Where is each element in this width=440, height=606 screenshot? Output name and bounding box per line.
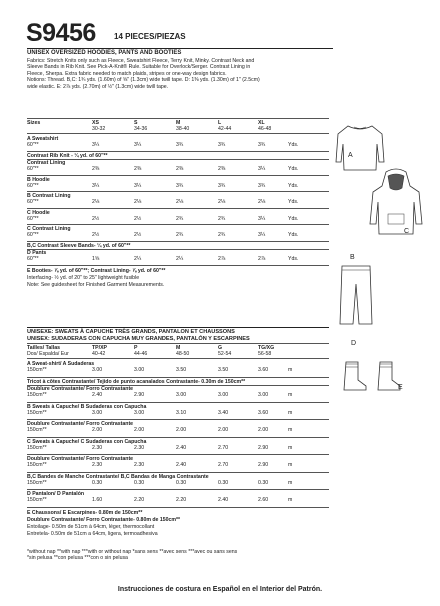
table-cell: 2.20 <box>176 497 187 503</box>
column-subheader: 44-46 <box>134 351 148 357</box>
unit-label: m <box>288 462 293 468</box>
table-cell: 3.00 <box>176 392 187 398</box>
table-cell: 3¼ <box>134 142 142 148</box>
table-divider <box>27 224 329 225</box>
unit-label: Yds. <box>288 166 299 172</box>
table-cell: 2.30 <box>92 444 103 451</box>
table-cell: 3.00 <box>92 409 103 416</box>
table-cell: 2⅛ <box>258 199 266 205</box>
row-label: Contrast Lining <box>27 160 66 166</box>
column-header: Tailles/ Tallas <box>27 345 60 351</box>
row-label: A Sweat-shirt/ A Sudaderas <box>27 361 95 367</box>
row-label: B Hoodie <box>27 176 50 183</box>
column-header: L <box>218 120 222 126</box>
table-cell: 0.30 <box>218 479 229 486</box>
unit-label: Yds. <box>288 215 299 222</box>
table-divider <box>27 241 329 242</box>
column-subheader: 48-50 <box>176 351 190 357</box>
table-cell: 2⅛ <box>218 199 226 205</box>
table-cell: 3¾ <box>218 142 226 148</box>
table-cell: 0.30 <box>258 479 269 486</box>
table-divider <box>27 208 329 209</box>
note-line: Doublure Contrastante/ Forro Contrastante- 0.80m de 150cm** <box>27 516 181 523</box>
column-header: TP/XP <box>92 345 107 351</box>
column-header: G <box>218 345 223 351</box>
table-cell: 2.90 <box>258 462 269 468</box>
column-subheader: 34-36 <box>134 126 148 132</box>
table-divider <box>27 454 329 455</box>
note-line: Entoilage- 0.50m de 51cm à 64cm, léger, thermocollant <box>27 523 155 530</box>
row-label: B Contrast Lining <box>27 193 71 199</box>
table-divider <box>27 191 329 192</box>
row-label: Contrast Rib Knit - ¼ yd. of 60"** <box>27 152 108 159</box>
table-cell: 2⅜ <box>176 166 184 172</box>
row-fabric-width: 150cm** <box>27 392 47 398</box>
column-subheader: 30-32 <box>92 126 106 132</box>
row-label: D Pants <box>27 250 47 256</box>
table-cell: 2.30 <box>92 462 103 468</box>
table-divider <box>27 159 329 160</box>
row-label: Doublure Contrastante/ Forro Contrastante <box>27 456 134 462</box>
note-line: E Booties- ⅞ yd. of 60"**; Contrast Lining- ⅞ yd. of 60"** <box>27 267 166 274</box>
table-cell: 2¾ <box>176 215 184 222</box>
row-label: Doublure Contrastante/ Forro Contrastante <box>27 421 134 427</box>
hoodie-illustration <box>366 168 426 240</box>
row-label: C Contrast Lining <box>27 226 71 232</box>
table-cell: 3¼ <box>92 142 100 148</box>
table-cell: 3.00 <box>134 409 145 416</box>
fabrics-line: Notions: Thread. B,C: 1¾ yds. (1.60m) of ⅝" (1.3cm) wide twill tape. D: 1⅜ yds. (1.30m) of 1" (2.5cm) <box>27 77 260 84</box>
pants-illustration <box>336 262 376 328</box>
table-cell: 2.70 <box>218 444 229 451</box>
row-fabric-width: 60"** <box>27 256 39 262</box>
table-cell: 2.70 <box>218 462 229 468</box>
column-subheader: 52-54 <box>218 351 232 357</box>
row-label: C Sweats à Capuche/ C Sudaderas con Capucha <box>27 438 147 445</box>
table-cell: 3.00 <box>258 392 269 398</box>
table-cell: 3.10 <box>176 409 187 416</box>
table-cell: 2⅛ <box>92 199 100 205</box>
table-cell: 3¾ <box>218 182 226 189</box>
table-cell: 2½ <box>92 232 100 238</box>
figure-label-c: C <box>404 228 410 235</box>
nap-legend <box>27 549 237 562</box>
column-subheader: 40-42 <box>92 351 106 357</box>
table-cell: 3.00 <box>92 367 103 373</box>
table-cell: 3.40 <box>218 409 229 416</box>
table-divider <box>27 377 329 378</box>
row-fabric-width: 60"** <box>27 215 39 222</box>
table-cell: 3.00 <box>134 367 145 373</box>
spanish-title <box>27 329 250 343</box>
note-line: Note: See guidesheet for Finished Garment Measurements. <box>27 281 165 288</box>
sweatshirt-illustration <box>330 120 390 174</box>
table-cell: 2½ <box>92 215 100 222</box>
column-subheader: 56-58 <box>258 351 272 357</box>
table-cell: 3¾ <box>258 142 266 148</box>
table-divider <box>27 402 329 403</box>
row-fabric-width: 150cm** <box>27 427 47 433</box>
row-fabric-width: 150cm** <box>27 367 47 373</box>
table-cell: 0.30 <box>176 479 187 486</box>
column-header: TG/XG <box>258 345 275 351</box>
table-cell: 2⅜ <box>218 166 226 172</box>
table-cell: 3¼ <box>92 182 100 189</box>
table-cell: 2⅜ <box>92 166 100 172</box>
unit-label: m <box>288 367 293 373</box>
table-divider <box>27 265 329 266</box>
row-fabric-width: 60"** <box>27 199 39 205</box>
unit-label: Yds. <box>288 199 299 205</box>
table-divider <box>27 489 329 490</box>
spanish-title-line: UNISEXE: SWEATS À CAPUCHE TRÈS GRANDS, PANTALON ET CHAUSSONS <box>27 329 235 335</box>
table-cell: 2.40 <box>176 444 187 451</box>
table-cell: 2¼ <box>134 256 142 262</box>
table-cell: 2.40 <box>218 497 229 503</box>
note-line: Interfacing- ½ yd. of 20" to 25" lightweight fusible <box>27 274 140 281</box>
column-header: XS <box>92 120 99 126</box>
fabrics-line: Sleeve Bands in Rib Knit. See Pick-A-Knit® Rule. Suitable for Overlock/Serger. Contrast Lining in <box>27 64 251 71</box>
unit-label: m <box>288 427 293 433</box>
table-divider <box>27 507 329 508</box>
table-cell: 2⅜ <box>134 166 142 172</box>
table-cell: 2½ <box>134 232 142 238</box>
column-subheader: 46-48 <box>258 126 272 132</box>
unit-label: m <box>288 444 293 451</box>
table-divider <box>27 472 329 473</box>
table-cell: 2⅛ <box>176 199 184 205</box>
table-cell: 2.40 <box>92 392 103 398</box>
column-header: Sizes <box>27 120 41 126</box>
unit-label: m <box>288 392 293 398</box>
row-fabric-width: 150cm** <box>27 462 47 468</box>
table-cell: 2.30 <box>134 444 145 451</box>
unit-label: Yds. <box>288 232 299 238</box>
table-cell: 2¾ <box>176 232 184 238</box>
row-fabric-width: 60"** <box>27 232 39 238</box>
table-cell: 3¾ <box>176 182 184 189</box>
column-header: P <box>134 345 138 351</box>
row-label: A Sweatshirt <box>27 136 59 142</box>
note-line: E Chaussons/ E Escarpines- 0.80m de 150cm** <box>27 509 143 516</box>
table-cell: 2.00 <box>218 427 229 433</box>
table-cell: 2⅛ <box>134 199 142 205</box>
table-cell: 3.00 <box>218 392 229 398</box>
table-divider <box>27 437 329 438</box>
table-cell: 3¾ <box>176 142 184 148</box>
table-cell: 1⅝ <box>92 256 100 262</box>
table-cell: 2⅞ <box>258 256 266 262</box>
unit-label: Yds. <box>288 256 299 262</box>
table-cell: 2.00 <box>134 427 145 433</box>
table-cell: 3.60 <box>258 367 269 373</box>
table-divider <box>27 249 329 250</box>
table-cell: 2.40 <box>176 462 187 468</box>
table-cell: 1.60 <box>92 497 103 503</box>
column-subheader: 42-44 <box>218 126 232 132</box>
table-divider <box>27 118 329 119</box>
table-cell: 2.60 <box>258 497 269 503</box>
legend-line: *without nap **with nap ***with or without nap *sans sens **avec sens ***avec ou sans sens <box>27 549 238 555</box>
fabrics-line: wide elastic. E: 2⅞ yds. (2.70m) of ½" (1.3cm) wide twill tape. <box>27 83 169 90</box>
table-cell: 0.30 <box>92 479 103 486</box>
table-cell: 2⅞ <box>218 256 226 262</box>
column-header: XL <box>258 120 265 126</box>
unit-label: m <box>288 409 293 416</box>
row-fabric-width: 150cm** <box>27 409 47 416</box>
table-cell: 3¼ <box>258 215 266 222</box>
row-fabric-width: 150cm** <box>27 497 47 503</box>
table-divider <box>27 343 329 344</box>
table-divider <box>27 133 329 134</box>
table-cell: 2.00 <box>258 427 269 433</box>
table-cell: 3¼ <box>258 166 266 172</box>
figure-label-a: A <box>348 152 353 159</box>
table-cell: 3¼ <box>258 232 266 238</box>
pattern-number: S9456 <box>26 19 96 47</box>
table-divider <box>27 358 329 359</box>
fabrics-notes <box>27 58 260 90</box>
unit-label: Yds. <box>288 142 299 148</box>
table-cell: 0.30 <box>134 479 145 486</box>
table-cell: 2½ <box>134 215 142 222</box>
table-cell: 2.90 <box>134 392 145 398</box>
column-header: M <box>176 120 181 126</box>
fabrics-line: Fleece, Sherpa. Extra fabric needed to match plaids, stripes or one-way design fabrics. <box>27 70 227 77</box>
unit-label: Yds. <box>288 182 299 189</box>
column-subheader: Dos/ Espalda/ Eur <box>27 351 69 357</box>
table-cell: 3¾ <box>258 182 266 189</box>
table-divider <box>27 151 329 152</box>
table-cell: 2¾ <box>218 215 226 222</box>
table-cell: 3.50 <box>176 367 187 373</box>
row-label: Doublure Contrastante/ Forro Contrastante <box>27 386 134 392</box>
row-fabric-width: 60"** <box>27 182 39 189</box>
column-header: M <box>176 345 181 351</box>
spanish-instructions-note: Instrucciones de costura en Español en el Interior del Patrón. <box>117 586 323 593</box>
table-cell: 2.00 <box>176 427 187 433</box>
row-label: B,C Contrast Sleeve Bands- ¼ yd. of 60"** <box>27 242 131 249</box>
column-subheader: 38-40 <box>176 126 190 132</box>
row-fabric-width: 60"** <box>27 142 39 148</box>
table-cell: 3¼ <box>134 182 142 189</box>
row-label: B Sweats à Capuche/ B Sudaderas con Capucha <box>27 403 147 410</box>
table-divider <box>27 175 329 176</box>
row-fabric-width: 150cm** <box>27 479 47 486</box>
table-cell: 3.60 <box>258 409 269 416</box>
table-cell: 3.50 <box>218 367 229 373</box>
unit-label: m <box>288 497 293 503</box>
table-cell: 2¼ <box>176 256 184 262</box>
row-label: B,C Bandes de Manche Contrastante/ B,C Bandas de Manga Contrastante <box>27 473 209 480</box>
column-header: S <box>134 120 138 126</box>
fabrics-line: Fabrics: Stretch Knits only such as Fleece, Sweatshirt Fleece, Terry Knit, Minky. Contrast Neck and <box>27 58 255 64</box>
pattern-title: UNISEX OVERSIZED HOODIES, PANTS AND BOOTIES <box>27 50 182 56</box>
row-label: C Hoodie <box>27 209 50 216</box>
table-cell: 2.20 <box>134 497 145 503</box>
table-cell: 2.00 <box>92 427 103 433</box>
figure-label-e: E <box>398 384 403 391</box>
divider <box>27 48 333 49</box>
divider <box>27 327 329 328</box>
row-fabric-width: 150cm** <box>27 444 47 451</box>
unit-label: m <box>288 479 293 486</box>
table-cell: 2.90 <box>258 444 269 451</box>
figure-label-d: D <box>351 340 357 347</box>
row-fabric-width: 60"** <box>27 166 39 172</box>
row-label: D Pantalon/ D Pantalón <box>27 491 85 497</box>
table-cell: 2.30 <box>134 462 145 468</box>
legend-line: *sin pelusa **con pelusa ***con o sin pelusa <box>27 555 128 562</box>
figure-label-b: B <box>350 254 355 261</box>
spanish-title-line: UNISEX: SUDADERAS CON CAPUCHA MUY GRANDES, PANTALÓN Y ESCARPINES <box>27 336 250 342</box>
row-label: Tricot à côtes Contrastante/ Tejido de punto acanalados Contrastante- 0.30m de 150cm** <box>27 378 246 385</box>
pieces-count: 14 PIECES/PIEZAS <box>114 32 186 41</box>
table-cell: 2¾ <box>218 232 226 238</box>
table-divider <box>27 419 329 420</box>
note-line: Entretela- 0.50m de 51cm a 64cm, ligera, termoadhesiva <box>27 530 158 537</box>
